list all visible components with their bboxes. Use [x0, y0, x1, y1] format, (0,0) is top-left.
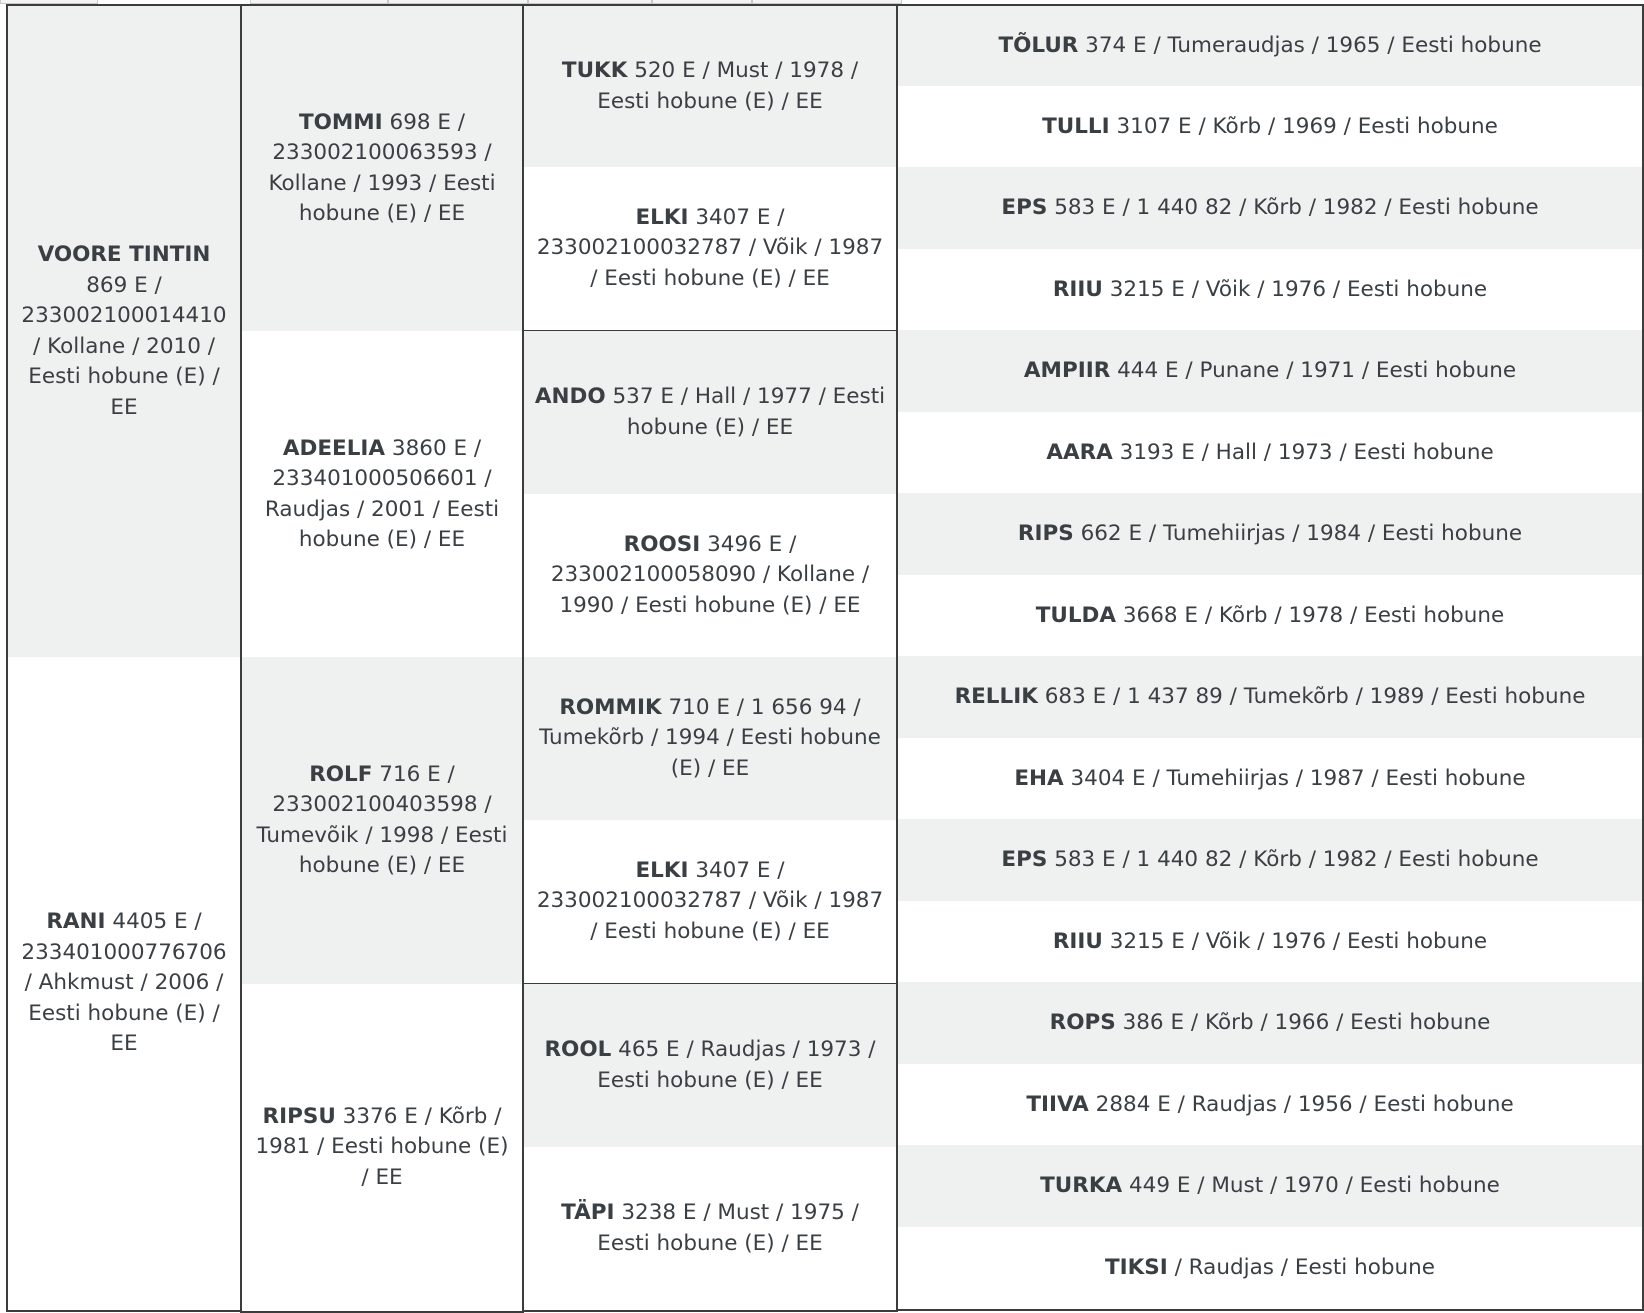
horse-details: 2884 E / Raudjas / 1956 / Eesti hobune — [1095, 1091, 1514, 1117]
pedigree-cell — [896, 1145, 1644, 1229]
pedigree-cell — [522, 1147, 898, 1312]
horse-details: / Raudjas / Eesti hobune — [1174, 1254, 1436, 1280]
horse-entry — [1053, 927, 1487, 958]
pedigree-cell — [896, 656, 1644, 740]
pedigree-cell — [240, 4, 524, 333]
horse-details: 537 E / Hall / 1977 / Eesti hobune (E) / EE — [612, 384, 886, 440]
horse-entry — [1026, 1090, 1513, 1121]
horse-details: 3193 E / Hall / 1973 / Eesti hobune — [1119, 439, 1494, 465]
horse-entry — [1050, 1008, 1491, 1039]
horse-entry — [534, 693, 886, 785]
pedigree-cell — [896, 575, 1644, 659]
horse-name[interactable]: ROMMIK — [559, 694, 662, 720]
horse-details: 449 E / Must / 1970 / Eesti hobune — [1128, 1172, 1500, 1198]
horse-name[interactable]: VOORE TINTIN — [37, 242, 211, 267]
pedigree-cell — [896, 1227, 1644, 1311]
horse-details: 3404 E / Tumehiirjas / 1987 / Eesti hobune — [1070, 765, 1526, 791]
horse-name[interactable]: TOMMI — [298, 109, 383, 135]
pedigree-cell — [896, 738, 1644, 822]
horse-name[interactable]: ANDO — [534, 384, 606, 409]
pedigree-cell — [896, 901, 1644, 985]
horse-entry — [1014, 764, 1525, 795]
horse-name[interactable]: TIKSI — [1104, 1254, 1168, 1280]
horse-entry — [1046, 438, 1493, 469]
horse-details: 3215 E / Võik / 1976 / Eesti hobune — [1109, 276, 1488, 302]
pedigree-cell — [6, 657, 242, 1312]
pedigree-cell — [896, 330, 1644, 414]
horse-entry — [534, 1198, 886, 1259]
horse-entry — [252, 1102, 512, 1194]
horse-name[interactable]: EPS — [1001, 194, 1048, 220]
horse-entry — [534, 530, 886, 622]
pedigree-cell — [896, 167, 1644, 251]
horse-details: 465 E / Raudjas / 1973 / Eesti hobune (E) / EE — [597, 1037, 876, 1093]
horse-details: 583 E / 1 440 82 / Kõrb / 1982 / Eesti hobune — [1054, 846, 1539, 872]
horse-name[interactable]: TÄPI — [561, 1200, 615, 1225]
horse-entry — [1042, 112, 1498, 143]
pedigree-cell — [240, 984, 524, 1313]
horse-name[interactable]: RIIU — [1052, 276, 1103, 302]
horse-details: 444 E / Punane / 1971 / Eesti hobune — [1117, 357, 1517, 383]
horse-details: 374 E / Tumeraudjas / 1965 / Eesti hobune — [1085, 32, 1542, 58]
horse-entry — [1036, 601, 1505, 632]
horse-entry — [534, 56, 886, 117]
horse-name[interactable]: RIIU — [1052, 928, 1103, 954]
horse-entry — [18, 240, 230, 423]
horse-name[interactable]: TUKK — [561, 58, 628, 83]
horse-details: 3376 E / Kõrb / 1981 / Eesti hobune (E) / EE — [255, 1103, 509, 1190]
horse-name[interactable]: AMPIIR — [1023, 357, 1111, 383]
horse-entry — [1024, 356, 1516, 387]
horse-details: 3107 E / Kõrb / 1969 / Eesti hobune — [1116, 113, 1498, 139]
horse-entry — [1053, 275, 1487, 306]
horse-details: 716 E / 233002100403598 / Tumevõik / 1998 / Eesti hobune (E) / EE — [256, 761, 508, 878]
pedigree-cell — [896, 4, 1644, 88]
horse-details: 583 E / 1 440 82 / Kõrb / 1982 / Eesti hobune — [1054, 194, 1539, 220]
horse-name[interactable]: RIPSU — [262, 1103, 336, 1129]
horse-entry — [955, 682, 1586, 713]
pedigree-cell — [896, 86, 1644, 170]
horse-name[interactable]: ELKI — [635, 204, 689, 230]
pedigree-cell — [896, 1064, 1644, 1148]
horse-details: 3496 E / 233002100058090 / Kollane / 1990 / Eesti hobune (E) / EE — [550, 531, 870, 618]
horse-name[interactable]: ROPS — [1049, 1009, 1116, 1035]
pedigree-cell — [896, 982, 1644, 1066]
horse-entry — [18, 907, 230, 1060]
horse-name[interactable]: ROLF — [309, 761, 373, 787]
horse-details: 3860 E / 233401000506601 / Raudjas / 2001 / Eesti hobune (E) / EE — [264, 435, 500, 552]
pedigree-cell — [6, 4, 242, 659]
horse-details: 3215 E / Võik / 1976 / Eesti hobune — [1109, 928, 1488, 954]
horse-name[interactable]: AARA — [1046, 439, 1113, 465]
horse-details: 3668 E / Kõrb / 1978 / Eesti hobune — [1122, 602, 1505, 628]
horse-entry — [534, 1035, 886, 1096]
horse-name[interactable]: ELKI — [635, 857, 689, 883]
horse-entry — [534, 856, 886, 948]
horse-entry — [252, 760, 512, 882]
horse-name[interactable]: TULDA — [1035, 602, 1117, 628]
horse-entry — [1105, 1253, 1435, 1284]
horse-name[interactable]: TULLI — [1042, 113, 1110, 139]
horse-entry — [534, 203, 886, 295]
horse-details: 698 E / 233002100063593 / Kollane / 1993 / Eesti hobune (E) / EE — [268, 109, 496, 226]
horse-name[interactable]: ADEELIA — [282, 435, 386, 461]
horse-name[interactable]: EHA — [1014, 765, 1064, 791]
pedigree-cell — [522, 494, 898, 659]
horse-name[interactable]: ROOSI — [623, 531, 701, 557]
horse-name[interactable]: TÕLUR — [998, 32, 1079, 58]
horse-entry — [252, 108, 512, 230]
horse-details: 520 E / Must / 1978 / Eesti hobune (E) / EE — [597, 58, 859, 114]
horse-entry — [998, 31, 1541, 62]
horse-name[interactable]: EPS — [1001, 846, 1048, 872]
horse-name[interactable]: RELLIK — [954, 683, 1038, 709]
pedigree-cell — [522, 331, 898, 496]
pedigree-cell — [522, 657, 898, 822]
pedigree-cell — [240, 657, 524, 986]
horse-details: 662 E / Tumehiirjas / 1984 / Eesti hobune — [1080, 520, 1523, 546]
horse-entry — [1001, 845, 1538, 876]
horse-details: 3238 E / Must / 1975 / Eesti hobune (E) / EE — [597, 1200, 859, 1256]
horse-name[interactable]: TURKA — [1040, 1172, 1123, 1198]
horse-entry — [534, 382, 886, 443]
horse-details: 710 E / 1 656 94 / Tumekõrb / 1994 / Eesti hobune (E) / EE — [539, 694, 881, 781]
horse-details: 4405 E / 233401000776706 / Ahkmust / 2006 / Eesti hobune (E) / EE — [21, 909, 227, 1057]
horse-details: 3407 E / 233002100032787 / Võik / 1987 / Eesti hobune (E) / EE — [536, 857, 884, 944]
horse-details: 386 E / Kõrb / 1966 / Eesti hobune — [1122, 1009, 1491, 1035]
pedigree-cell — [896, 493, 1644, 577]
pedigree-cell — [896, 412, 1644, 496]
horse-details: 869 E / 233002100014410 / Kollane / 2010 / Eesti hobune (E) / EE — [21, 272, 227, 420]
horse-name[interactable]: ROOL — [544, 1037, 612, 1062]
pedigree-cell — [896, 819, 1644, 903]
horse-name[interactable]: RANI — [46, 909, 106, 935]
horse-name[interactable]: TIIVA — [1026, 1091, 1089, 1117]
horse-name[interactable]: RIPS — [1017, 520, 1074, 546]
pedigree-cell — [240, 331, 524, 660]
horse-details: 3407 E / 233002100032787 / Võik / 1987 / Eesti hobune (E) / EE — [536, 204, 884, 291]
pedigree-cell — [522, 820, 898, 985]
horse-entry — [1001, 193, 1538, 224]
pedigree-cell — [896, 249, 1644, 333]
pedigree-cell — [522, 4, 898, 169]
horse-entry — [1040, 1171, 1500, 1202]
horse-details: 683 E / 1 437 89 / Tumekõrb / 1989 / Eesti hobune — [1044, 683, 1586, 709]
horse-entry — [1018, 519, 1522, 550]
pedigree-cell — [522, 167, 898, 332]
pedigree-cell — [522, 984, 898, 1149]
horse-entry — [252, 434, 512, 556]
